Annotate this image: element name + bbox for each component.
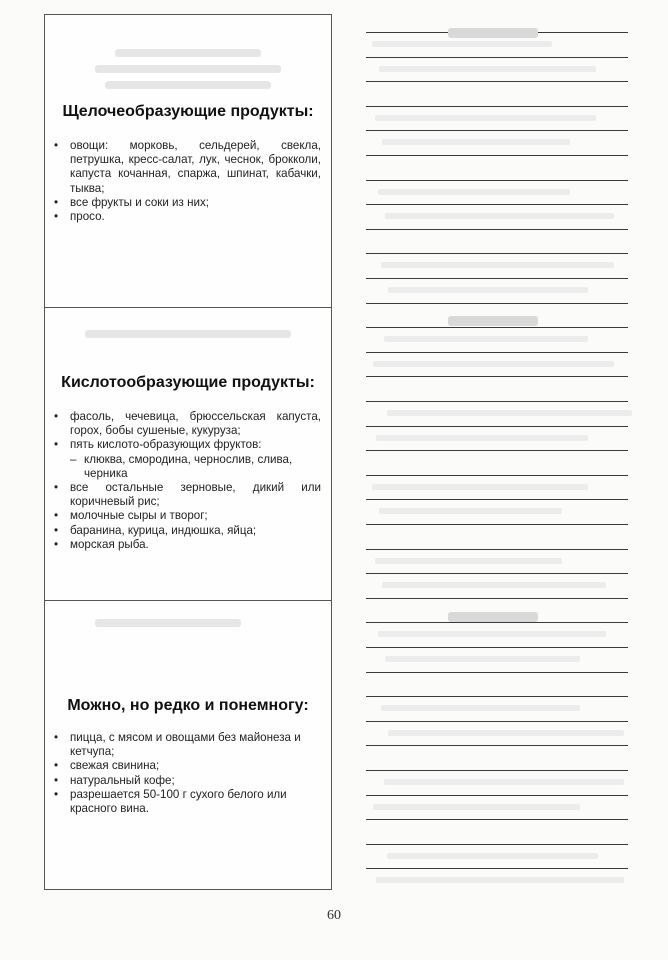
ruled-line xyxy=(366,303,628,304)
page-number: 60 xyxy=(327,908,341,923)
ruled-line xyxy=(366,721,628,722)
ruled-line xyxy=(366,204,628,205)
alkaline-list xyxy=(54,139,321,224)
food-list-panel xyxy=(44,14,332,890)
ruled-line xyxy=(366,475,628,476)
ruled-line xyxy=(366,868,628,869)
faded-bleed-text xyxy=(105,81,271,89)
faded-bleed-text xyxy=(115,49,261,57)
list-item-text: пять кислото-образующих фруктов: xyxy=(70,438,262,452)
ruled-line xyxy=(366,180,628,181)
list-item: • свежая свинина; xyxy=(54,759,321,773)
ruled-line xyxy=(366,278,628,279)
ruled-line xyxy=(366,819,628,820)
faded-bleed-text xyxy=(378,631,606,637)
faded-heading xyxy=(448,28,538,38)
ruled-line xyxy=(366,598,628,599)
faded-bleed-text xyxy=(95,65,281,73)
ruled-line xyxy=(366,524,628,525)
ruled-line xyxy=(366,549,628,550)
acid-title: Кислотообразующие продукты: xyxy=(61,374,315,391)
ruled-line xyxy=(366,573,628,574)
ruled-line xyxy=(366,426,628,427)
ruled-line xyxy=(366,499,628,500)
list-item: • морская рыба. xyxy=(54,538,321,552)
list-item: • все остальные зерновые, дикий или коричневый рис; xyxy=(54,481,321,509)
faded-bleed-text xyxy=(388,730,624,736)
list-item: • натуральный кофе; xyxy=(54,774,321,788)
ruled-line xyxy=(366,352,628,353)
faded-bleed-text xyxy=(382,582,606,588)
list-item: • разрешается 50-100 г сухого белого или красного вина. xyxy=(54,788,321,816)
list-item xyxy=(54,438,321,481)
faded-bleed-text xyxy=(381,705,580,711)
list-item: • фасоль, чечевица, брюссельская капуста, горох, бобы сушеные, кукуруза; xyxy=(54,410,321,438)
acid-section xyxy=(45,308,331,601)
faded-bleed-text xyxy=(381,262,614,268)
faded-bleed-text xyxy=(384,336,588,342)
ruled-line xyxy=(366,401,628,402)
limited-title: Можно, но редко и понемногу: xyxy=(67,697,309,714)
faded-bleed-text xyxy=(376,435,588,441)
list-item: • молочные сыры и творог; xyxy=(54,509,321,523)
faded-bleed-text xyxy=(375,558,562,564)
ruled-line xyxy=(366,57,628,58)
ruled-line xyxy=(366,647,628,648)
faded-bleed-text xyxy=(375,115,596,121)
sublist xyxy=(70,453,321,481)
faded-bleed-text xyxy=(379,66,596,72)
ruled-line xyxy=(366,376,628,377)
faded-heading xyxy=(448,612,538,622)
ruled-line xyxy=(366,770,628,771)
ruled-line xyxy=(366,106,628,107)
faded-bleed-text xyxy=(376,877,624,883)
faded-bleed-text xyxy=(387,410,632,416)
list-item: • пицца, с мясом и овощами без майонеза и кетчупа; xyxy=(54,731,321,759)
notes-column xyxy=(348,22,628,890)
ruled-line xyxy=(366,155,628,156)
ruled-line xyxy=(366,795,628,796)
ruled-line xyxy=(366,81,628,82)
limited-section xyxy=(45,601,331,891)
limited-list xyxy=(54,731,321,816)
faded-bleed-text xyxy=(388,287,588,293)
ruled-line xyxy=(366,745,628,746)
faded-bleed-text xyxy=(382,139,570,145)
faded-bleed-text xyxy=(372,41,552,47)
faded-bleed-text xyxy=(372,484,588,490)
ruled-line xyxy=(366,130,628,131)
ruled-line xyxy=(366,253,628,254)
list-item: • баранина, курица, индюшка, яйца; xyxy=(54,524,321,538)
faded-bleed-text xyxy=(385,656,580,662)
ruled-line xyxy=(366,672,628,673)
faded-bleed-text xyxy=(385,213,614,219)
faded-bleed-text xyxy=(387,853,598,859)
list-item: • просо. xyxy=(54,210,321,224)
ruled-line xyxy=(366,622,628,623)
list-item: • овощи: морковь, сельдерей, свекла, петрушка, кресс-салат, лук, чеснок, брокколи, капуста кочанная, спаржа, шпинат, кабачки, тыква; xyxy=(54,139,321,196)
faded-bleed-text xyxy=(95,619,241,627)
faded-bleed-text xyxy=(384,779,624,785)
alkaline-section xyxy=(45,15,331,308)
sublist-item: – клюква, смородина, чернослив, слива, черника xyxy=(70,453,321,481)
list-item: • все фрукты и соки из них; xyxy=(54,196,321,210)
acid-list xyxy=(54,410,321,552)
faded-bleed-text xyxy=(379,508,562,514)
ruled-line xyxy=(366,327,628,328)
ruled-line xyxy=(366,696,628,697)
faded-bleed-text xyxy=(378,189,570,195)
ruled-line xyxy=(366,229,628,230)
ruled-line xyxy=(366,844,628,845)
ruled-line xyxy=(366,450,628,451)
alkaline-title: Щелочеобразующие продукты: xyxy=(62,103,314,120)
faded-bleed-text xyxy=(373,804,580,810)
faded-bleed-text xyxy=(85,330,291,338)
faded-bleed-text xyxy=(373,361,614,367)
faded-heading xyxy=(448,316,538,326)
